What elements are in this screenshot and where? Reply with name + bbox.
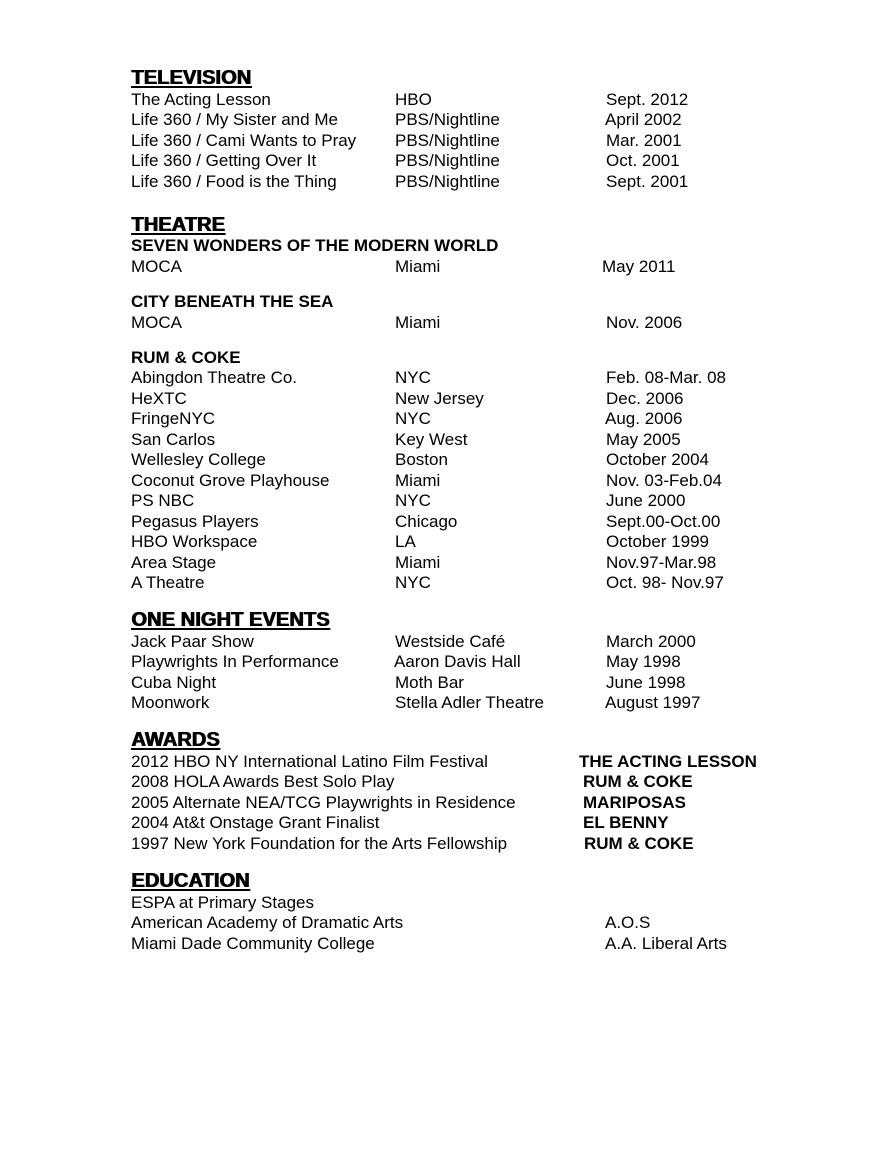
event-row bbox=[0, 632, 896, 652]
date: May 2005 bbox=[606, 430, 681, 449]
venue: San Carlos bbox=[131, 430, 216, 449]
television-date: Mar. 2001 bbox=[606, 131, 682, 150]
award-row bbox=[0, 834, 896, 854]
education-row bbox=[0, 934, 896, 954]
television-title: The Acting Lesson bbox=[131, 90, 271, 109]
date: Sept.00-Oct.00 bbox=[606, 512, 721, 531]
date: Nov. 03-Feb.04 bbox=[606, 471, 722, 490]
city: NYC bbox=[395, 491, 431, 510]
city: LA bbox=[395, 532, 416, 551]
city: NYC bbox=[395, 368, 431, 387]
date: October 1999 bbox=[606, 532, 710, 551]
television-row bbox=[0, 172, 896, 192]
venue: MOCA bbox=[131, 257, 182, 276]
education-heading: EDUCATION bbox=[131, 870, 250, 892]
event-name: Jack Paar Show bbox=[131, 632, 254, 651]
one-night-events-heading: ONE NIGHT EVENTS bbox=[131, 609, 330, 631]
theatre-row bbox=[0, 491, 896, 511]
television-network: HBO bbox=[395, 90, 432, 109]
event-name: Playwrights In Performance bbox=[131, 652, 339, 671]
theatre-row bbox=[0, 573, 896, 593]
event-date: March 2000 bbox=[606, 632, 696, 651]
venue: FringeNYC bbox=[131, 409, 216, 428]
venue: Pegasus Players bbox=[131, 512, 259, 531]
play-title: RUM & COKE bbox=[131, 348, 241, 367]
date: Feb. 08-Mar. 08 bbox=[606, 368, 727, 387]
television-row bbox=[0, 131, 896, 151]
event-row bbox=[0, 652, 896, 672]
television-title: Life 360 / Getting Over It bbox=[131, 151, 317, 170]
degree: A.A. Liberal Arts bbox=[605, 934, 727, 953]
award-name: 2008 HOLA Awards Best Solo Play bbox=[131, 772, 395, 791]
city: New Jersey bbox=[395, 389, 484, 408]
television-date: Oct. 2001 bbox=[606, 151, 680, 170]
school: American Academy of Dramatic Arts bbox=[131, 913, 404, 932]
television-row bbox=[0, 90, 896, 110]
television-date: Sept. 2012 bbox=[606, 90, 689, 109]
television-network: PBS/Nightline bbox=[395, 131, 500, 150]
venue: Coconut Grove Playhouse bbox=[131, 471, 330, 490]
date: Dec. 2006 bbox=[606, 389, 684, 408]
city: Key West bbox=[395, 430, 468, 449]
venue: PS NBC bbox=[131, 491, 195, 510]
city: Miami bbox=[395, 313, 441, 332]
theatre-row bbox=[0, 512, 896, 532]
play-title: SEVEN WONDERS OF THE MODERN WORLD bbox=[131, 236, 499, 255]
venue: Wellesley College bbox=[131, 450, 266, 469]
event-name: Cuba Night bbox=[131, 673, 217, 692]
award-row bbox=[0, 772, 896, 792]
theatre-row bbox=[0, 450, 896, 470]
school: ESPA at Primary Stages bbox=[131, 893, 314, 912]
venue: MOCA bbox=[131, 313, 182, 332]
venue: A Theatre bbox=[131, 573, 205, 592]
city: Miami bbox=[395, 553, 441, 572]
theatre-row bbox=[0, 257, 896, 277]
date: Nov.97-Mar.98 bbox=[606, 553, 717, 572]
play-title: CITY BENEATH THE SEA bbox=[131, 292, 334, 311]
television-network: PBS/Nightline bbox=[395, 172, 500, 191]
television-title: Life 360 / Cami Wants to Pray bbox=[131, 131, 357, 150]
event-row bbox=[0, 693, 896, 713]
venue: Abingdon Theatre Co. bbox=[131, 368, 298, 387]
event-venue: Moth Bar bbox=[395, 673, 464, 692]
award-name: 2012 HBO NY International Latino Film Festival bbox=[131, 752, 488, 771]
event-venue: Stella Adler Theatre bbox=[395, 693, 544, 712]
city: Chicago bbox=[395, 512, 458, 531]
date: Oct. 98- Nov.97 bbox=[606, 573, 724, 592]
event-date: May 1998 bbox=[606, 652, 681, 671]
award-name: 1997 New York Foundation for the Arts Fellowship bbox=[131, 834, 508, 853]
event-venue: Aaron Davis Hall bbox=[394, 652, 521, 671]
city: Boston bbox=[395, 450, 448, 469]
theatre-row bbox=[0, 368, 896, 388]
theatre-row bbox=[0, 409, 896, 429]
award-work: MARIPOSAS bbox=[583, 793, 686, 812]
venue: Area Stage bbox=[131, 553, 217, 572]
city: Miami bbox=[395, 471, 441, 490]
city: Miami bbox=[395, 257, 441, 276]
award-work: EL BENNY bbox=[583, 813, 669, 832]
event-venue: Westside Café bbox=[395, 632, 506, 651]
date: June 2000 bbox=[606, 491, 686, 510]
television-network: PBS/Nightline bbox=[395, 151, 500, 170]
award-row bbox=[0, 793, 896, 813]
venue: HeXTC bbox=[131, 389, 187, 408]
date: Aug. 2006 bbox=[605, 409, 683, 428]
theatre-row bbox=[0, 471, 896, 491]
theatre-row bbox=[0, 313, 896, 333]
event-row bbox=[0, 673, 896, 693]
theatre-row bbox=[0, 553, 896, 573]
television-date: April 2002 bbox=[605, 110, 682, 129]
television-network: PBS/Nightline bbox=[395, 110, 500, 129]
awards-heading: AWARDS bbox=[131, 729, 220, 751]
award-row bbox=[0, 752, 896, 772]
television-heading: TELEVISION bbox=[131, 67, 251, 89]
television-row bbox=[0, 110, 896, 130]
award-work: RUM & COKE bbox=[584, 834, 694, 853]
event-date: June 1998 bbox=[606, 673, 686, 692]
city: NYC bbox=[395, 573, 431, 592]
theatre-row bbox=[0, 389, 896, 409]
venue: HBO Workspace bbox=[131, 532, 258, 551]
television-title: Life 360 / Food is the Thing bbox=[131, 172, 337, 191]
city: NYC bbox=[395, 409, 431, 428]
event-name: Moonwork bbox=[131, 693, 210, 712]
award-name: 2005 Alternate NEA/TCG Playwrights in Residence bbox=[131, 793, 516, 812]
award-row bbox=[0, 813, 896, 833]
award-work: RUM & COKE bbox=[583, 772, 693, 791]
school: Miami Dade Community College bbox=[131, 934, 375, 953]
television-date: Sept. 2001 bbox=[606, 172, 689, 191]
date: Nov. 2006 bbox=[606, 313, 683, 332]
date: October 2004 bbox=[606, 450, 710, 469]
event-date: August 1997 bbox=[605, 693, 701, 712]
degree: A.O.S bbox=[605, 913, 651, 932]
award-name: 2004 At&t Onstage Grant Finalist bbox=[131, 813, 380, 832]
education-row bbox=[0, 913, 896, 933]
theatre-heading: THEATRE bbox=[131, 214, 225, 236]
television-row bbox=[0, 151, 896, 171]
television-title: Life 360 / My Sister and Me bbox=[131, 110, 338, 129]
theatre-row bbox=[0, 532, 896, 552]
date: May 2011 bbox=[602, 257, 676, 276]
education-row bbox=[0, 893, 896, 913]
theatre-row bbox=[0, 430, 896, 450]
award-work: THE ACTING LESSON bbox=[579, 752, 757, 771]
